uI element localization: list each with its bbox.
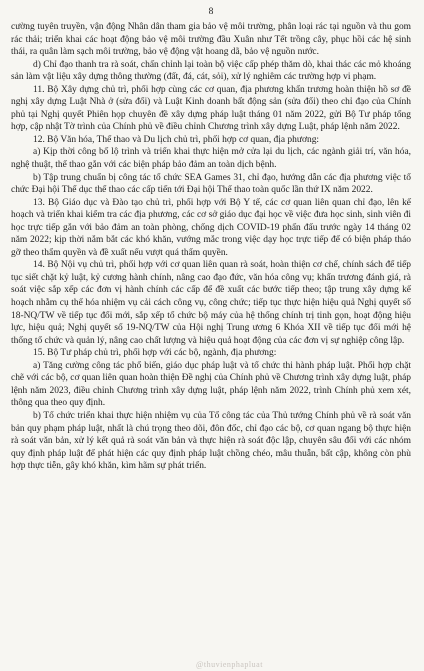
watermark: @thuvienphapluat bbox=[196, 660, 263, 669]
paragraph-11: 11. Bộ Xây dựng chủ trì, phối hợp cùng các cơ quan, địa phương khẩn trương hoàn thiện hồ sơ đề nghị xây dựng Luật Nhà ở (sửa đổi) và Luật Kinh doanh bất động sản (sửa đổi) theo chỉ đạo của Chính phủ tại Nghị quyết Phiên họp chuyên đề xây dựng pháp luật tháng 01 năm 2022, gửi Bộ Tư pháp tổng hợp, cập nhật Tờ trình của Chính phủ về điều chỉnh Chương trình xây dựng Luật, pháp lệnh năm 2022. bbox=[11, 84, 411, 133]
paragraph-12b: b) Tập trung chuẩn bị công tác tổ chức SEA Games 31, chỉ đạo, hướng dẫn các địa phương việc tổ chức Đại hội Thể dục thể thao các cấp tiến tới Đại hội Thể thao toàn quốc lần thứ IX năm 2022. bbox=[11, 172, 411, 196]
paragraph-14: 14. Bộ Nội vụ chủ trì, phối hợp với cơ quan liên quan rà soát, hoàn thiện cơ chế, chính sách để tiếp tục siết chặt kỷ luật, kỷ cương hành chính, nâng cao đạo đức, văn hóa công vụ; khẩn trương đánh giá, rà soát việc sắp xếp các đơn vị hành chính các cấp để đề xuất các bước tiếp theo; tập trung xây dựng kế hoạch nhằm cụ thể hóa nhiệm vụ cải cách công vụ, công chức; tiếp tục thực hiện hiệu quả Nghị quyết số 18-NQ/TW về tiếp tục đổi mới, sắp xếp tổ chức bộ máy của hệ thống chính trị tinh gọn, hoạt động hiệu lực, hiệu quả; Nghị quyết số 19-NQ/TW của Hội nghị Trung ương 6 Khóa XII về tiếp tục đổi mới hệ thống tổ chức và quản lý, nâng cao chất lượng và hiệu quả hoạt động của các đơn vị sự nghiệp công lập. bbox=[11, 260, 411, 346]
paragraph-12: 12. Bộ Văn hóa, Thể thao và Du lịch chủ trì, phối hợp cơ quan, địa phương: bbox=[33, 134, 320, 145]
paragraph-13: 13. Bộ Giáo dục và Đào tạo chủ trì, phối hợp với Bộ Y tế, các cơ quan liên quan chỉ đạo, lên kế hoạch và triển khai kiểm tra các địa phương, các cơ sở giáo dục đại học về việc đưa học sinh, sinh viên đi học trực tiếp gắn với bảo đảm an toàn phòng, chống dịch COVID-19 phấn đấu trước ngày 14 tháng 02 năm 2022; kịp thời nắm bắt các khó khăn, vướng mắc trong việc dạy học trực tiếp để có biện pháp tháo gỡ theo thẩm quyền và đề xuất nếu vượt quá thẩm quyền. bbox=[11, 197, 411, 258]
page-number: 8 bbox=[208, 7, 214, 17]
paragraph-15b: b) Tổ chức triển khai thực hiện nhiệm vụ của Tổ công tác của Thủ tướng Chính phủ về rà soát văn bản quy phạm pháp luật, nhất là chú trọng theo dõi, đôn đốc, chỉ đạo các bộ, cơ quan ngang bộ thực hiện rà soát văn bản, xử lý kết quả rà soát văn bản và thực hiện rà soát độc lập, chuyên sâu đối với các nhóm quy định pháp luật để phát hiện các quy định pháp luật chồng chéo, mâu thuẫn, bất cập, không còn phù hợp thực tiễn, gây khó khăn, kìm hãm sự phát triển. bbox=[11, 410, 411, 472]
paragraph-continuation: cường tuyên truyền, vận động Nhân dân tham gia bảo vệ môi trường, phân loại rác tại nguồn và thu gom rác thải; triển khai các hoạt động bảo vệ môi trường đầu Xuân như Tết trồng cây, phục hồi các hệ sinh thái, ra quân làm sạch môi trường, bảo vệ động vật hoang dã, bảo vệ nguồn nước. bbox=[11, 22, 411, 58]
paragraph-15a: a) Tăng cường công tác phổ biến, giáo dục pháp luật và tổ chức thi hành pháp luật. Phối hợp chặt chẽ với các bộ, cơ quan liên quan hoàn thiện Đề nghị của Chính phủ về Chương trình xây dựng luật, pháp lệnh năm 2023, điều chỉnh Chương trình xây dựng luật, pháp lệnh năm 2022, trình Chính phủ xem xét, thông qua theo quy định. bbox=[11, 360, 411, 409]
paragraph-15: 15. Bộ Tư pháp chủ trì, phối hợp với các bộ, ngành, địa phương: bbox=[33, 348, 277, 359]
paragraph-10d: d) Chỉ đạo thanh tra rà soát, chấn chỉnh lại toàn bộ việc cấp phép thăm dò, khai thác các mỏ khoáng sản làm vật liệu xây dựng thông thường (đất, đá, cát, sỏi), xử lý nghiêm các trường hợp vi phạm. bbox=[11, 59, 411, 83]
paragraph-12a: a) Kịp thời công bố lộ trình và triển khai thực hiện mở cửa lại du lịch, các ngành giải trí, văn hóa, nghệ thuật, thể thao gắn với các biện pháp bảo đảm an toàn dịch bệnh. bbox=[11, 147, 411, 171]
